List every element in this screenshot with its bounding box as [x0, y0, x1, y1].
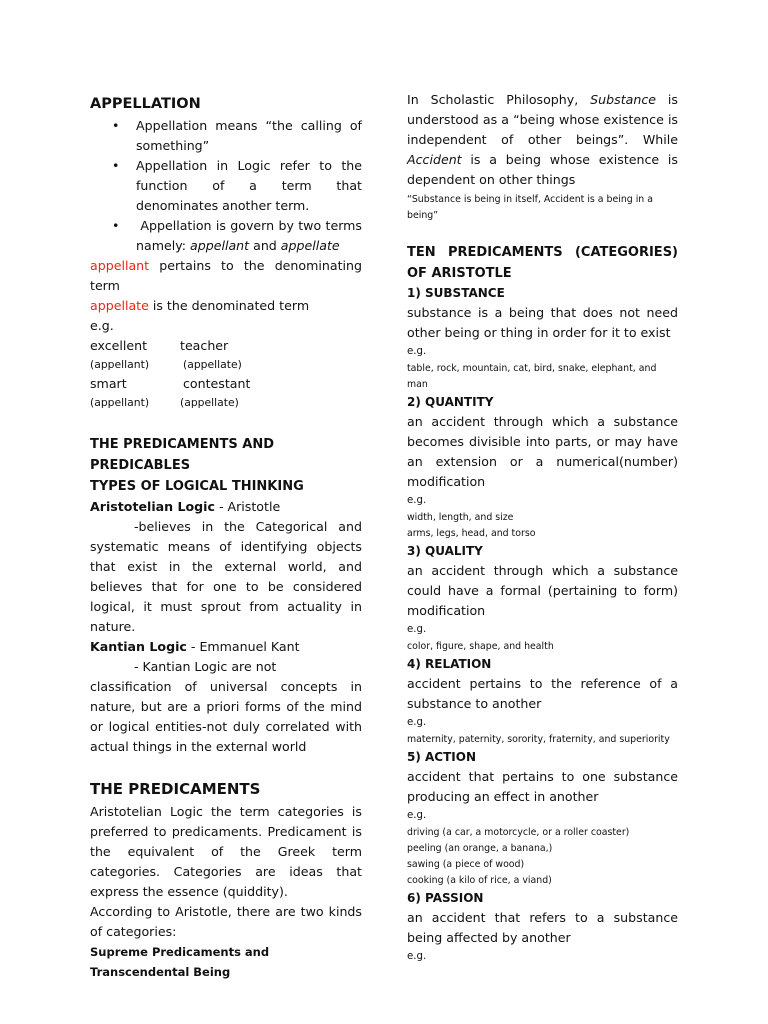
bullet-item: • Appellation means “the calling of something” — [112, 118, 362, 153]
appellant-definition: appellant pertains to the denominating term — [90, 258, 362, 293]
predicament-definition: substance is a being that does not need other being or thing in order for it to exist — [407, 305, 678, 340]
predicament-heading: 3) QUALITY — [407, 544, 483, 558]
kantian-label: Kantian Logic — [90, 639, 187, 654]
kantian-line: Kantian Logic - Emmanuel Kant — [90, 639, 300, 654]
appellation-bullet-list — [90, 116, 362, 256]
example-line: width, length, and size — [407, 512, 514, 523]
predicament-item — [407, 542, 678, 655]
predicament-item — [407, 655, 678, 748]
predicament-heading: 4) RELATION — [407, 657, 492, 671]
term-accident: Accident — [407, 152, 462, 167]
example-line: color, figure, shape, and health — [407, 641, 554, 652]
predicament-definition: accident pertains to the reference of a substance to another — [407, 676, 678, 711]
bullet-icon: • — [112, 218, 120, 233]
example-line: driving (a car, a motorcycle, or a roller coaster) — [407, 827, 630, 838]
example-line: peeling (an orange, a banana,) — [407, 843, 553, 854]
kantian-intro: - Kantian Logic are not — [134, 659, 277, 674]
example-row: (appellant) (appellate) — [90, 358, 242, 371]
example-row: smart contestant — [90, 376, 251, 391]
quote-text: “Substance is being in itself, Accident is a being in a being” — [407, 194, 653, 221]
term-appellate: appellate — [280, 238, 340, 253]
example-line: sawing (a piece of wood) — [407, 859, 525, 870]
predicament-heading: 1) SUBSTANCE — [407, 286, 505, 300]
term-substance: Substance — [590, 92, 657, 107]
example-line: table, rock, mountain, cat, bird, snake, elephant, and man — [407, 363, 657, 390]
bullet-icon: • — [112, 118, 120, 133]
predicament-definition: accident that pertains to one substance producing an effect in another — [407, 769, 678, 804]
intro-paragraph: In Scholastic Philosophy, Substance is understood as a “being whose existence is independent of other beings”. While Accident is a being whose existence is dependent on other things — [407, 92, 678, 187]
eg-label: e.g. — [407, 346, 427, 357]
left-column — [90, 90, 362, 982]
predicament-definition: an accident through which a substance could have a formal (pertaining to form) modification — [407, 563, 678, 618]
predicament-heading: 6) PASSION — [407, 891, 484, 905]
eg-label: e.g. — [90, 318, 114, 333]
predicament-definition: an accident that refers to a substance being affected by another — [407, 910, 678, 945]
predicament-item — [407, 284, 678, 393]
predicament-definition: an accident through which a substance becomes divisible into parts, or may have an extension or a numerical(number) modification — [407, 414, 678, 489]
ten-predicaments-heading: TEN PREDICAMENTS (CATEGORIES) OF ARISTOTLE — [407, 245, 678, 281]
example-row: (appellant) (appellate) — [90, 396, 239, 409]
term-appellant: appellant — [190, 238, 250, 253]
example-table — [90, 336, 362, 412]
bullet-item: • Appellation is govern by two terms namely: appellant and appellate — [112, 218, 362, 253]
eg-label: e.g. — [407, 717, 427, 728]
example-line: arms, legs, head, and torso — [407, 528, 536, 539]
predicaments-heading: THE PREDICAMENTS — [90, 780, 261, 798]
kantian-body: classification of universal concepts in nature, but are a priori forms of the mind or logical entities-not duly correlated with actual things in the external world — [90, 679, 362, 754]
predicament-list — [407, 284, 678, 966]
bullet-item: • Appellation in Logic refer to the function of a term that denominates another term. — [112, 158, 362, 213]
kinds-text: According to Aristotle, there are two kinds of categories: — [90, 904, 362, 939]
aristotelian-body: -believes in the Categorical and systematic means of identifying objects that exist in the external world, and believes that for one to be considered logical, it must sprout from actuality in nature. — [90, 519, 362, 634]
eg-label: e.g. — [407, 495, 427, 506]
predicaments-body: Aristotelian Logic the term categories is preferred to predicaments. Predicament is the equivalent of the Greek term categories. Categories are ideas that express the essence (quiddity). — [90, 804, 362, 899]
types-heading: TYPES OF LOGICAL THINKING — [90, 479, 304, 494]
aristotelian-label: Aristotelian Logic — [90, 499, 215, 514]
predicables-heading: THE PREDICAMENTS AND PREDICABLES — [90, 437, 274, 473]
bullet-icon: • — [112, 158, 120, 173]
right-column — [407, 90, 678, 966]
appellation-heading: APPELLATION — [90, 96, 201, 112]
predicament-item — [407, 889, 678, 966]
predicament-item — [407, 748, 678, 889]
aristotelian-line: Aristotelian Logic - Aristotle — [90, 499, 281, 514]
example-line: cooking (a kilo of rice, a viand) — [407, 875, 552, 886]
eg-label: e.g. — [407, 810, 427, 821]
example-row: excellent teacher — [90, 338, 229, 353]
supreme-predicaments: Supreme Predicaments and Transcendental Being — [90, 945, 270, 979]
example-line: maternity, paternity, sorority, fraternity, and superiority — [407, 734, 670, 745]
eg-label: e.g. — [407, 624, 427, 635]
eg-label: e.g. — [407, 951, 427, 962]
appellate-definition: appellate is the denominated term — [90, 298, 310, 313]
predicament-heading: 2) QUANTITY — [407, 395, 494, 409]
predicament-heading: 5) ACTION — [407, 750, 476, 764]
predicament-item — [407, 393, 678, 542]
